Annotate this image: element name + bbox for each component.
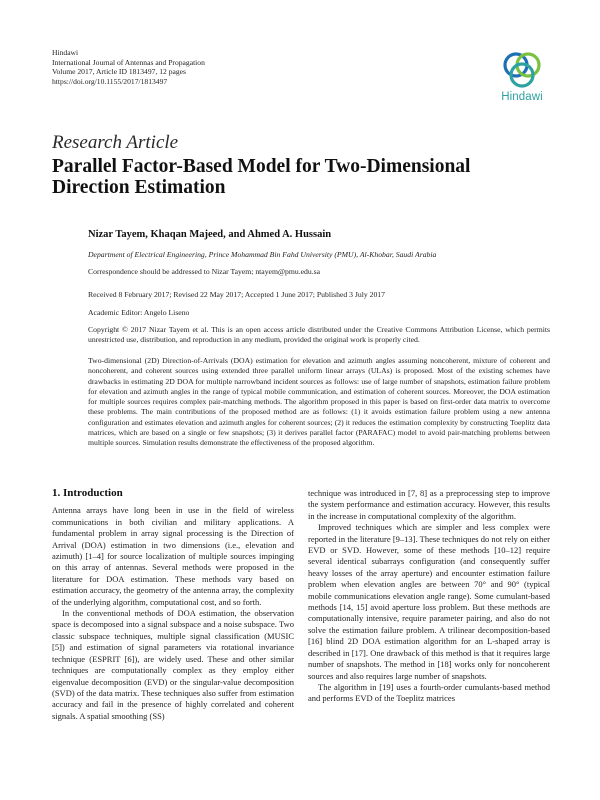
affiliation: Department of Electrical Engineering, Prince Mohammad Bin Fahd University (PMU), Al-Khobar, Saudi Arabia [88, 250, 437, 259]
publication-dates: Received 8 February 2017; Revised 22 May 2017; Accepted 1 June 2017; Published 3 July 2017 [88, 290, 385, 299]
journal-header [52, 48, 205, 86]
body-column-left [52, 488, 294, 722]
body-paragraph: technique was introduced in [7, 8] as a preprocessing step to improve the system performance and estimation accuracy. However, this results in the increase in computational complexity of the algorithm. [308, 488, 550, 521]
hindawi-logo-icon [497, 50, 547, 90]
abstract: Two-dimensional (2D) Direction-of-Arrivals (DOA) estimation for elevation and azimuth angles assuming noncoherent, mixture of coherent and noncoherent, and coherent sources using extended three parallel uniform linear arrays (ULAs) is proposed. Most of the existing schemes have drawbacks in estimating 2D DOA for multiple narrowband incident sources as follows: use of large number of snapshots, estimation failure problem for elevation and azimuth angles in the range of typical mobile communication, and estimation of coherent sources. Moreover, the DOA estimation for multiple sources requires complex pair-matching methods. The algorithm proposed in this paper is based on first-order data matrix to overcome these problems. The main contributions of the proposed method are as follows: (1) it avoids estimation failure problem using a new antenna configuration and estimates elevation and azimuth angles for coherent sources; (2) it reduces the estimation complexity by constructing Toeplitz data matrices, which are based on a single or few snapshots; (3) it derives parallel factor (PARAFAC) model to avoid pair-matching problems between multiple sources. Simulation results demonstrate the effectiveness of the proposed algorithm. [88, 356, 550, 448]
doi-link[interactable]: https://doi.org/10.1155/2017/1813497 [52, 76, 168, 86]
copyright-notice: Copyright © 2017 Nizar Tayem et al. This is an open access article distributed under the Creative Commons Attribution License, which permits unrestricted use, distribution, and reproduction in any medium, provided the original work is properly cited. [88, 325, 550, 345]
body-paragraph: Antenna arrays have long been in use in the field of wireless communications in both civilian and military applications. A fundamental problem in array signal processing is the Direction of Arrival (DOA) estimation in two dimensions (i.e., elevation and azimuth) [1–4] for source localization of multiple sources impinging on this array of antennas. Several methods were proposed in the literature for DOA estimation. These methods vary based on estimation accuracy, the geometry of the antenna array, the complexity of the underlying algorithm, computational cost, and so forth. [52, 505, 294, 607]
body-paragraph: In the conventional methods of DOA estimation, the observation space is decomposed into a signal subspace and a noise subspace. Two classic subspace techniques, multiple signal classification (MUSIC [5]) and estimation of signal parameters via rotational invariance technique (ESPRIT [6]), are widely used. These and other similar techniques are computationally complex as they employ either eigenvalue decomposition (EVD) or the singular-value decomposition (SVD) of the data matrix. These techniques also suffer from estimation accuracy and fail in the presence of highly correlated and coherent signals. A spatial smoothing (SS) [52, 608, 294, 721]
correspondence: Correspondence should be addressed to Nizar Tayem; ntayem@pmu.edu.sa [88, 267, 321, 276]
publisher-name: Hindawi [52, 48, 79, 57]
author-list: Nizar Tayem, Khaqan Majeed, and Ahmed A. Hussain [88, 229, 332, 240]
article-type: Research Article [52, 132, 179, 153]
volume-info: Volume 2017, Article ID 1813497, 12 pages [52, 67, 186, 77]
academic-editor: Academic Editor: Angelo Liseno [88, 308, 190, 317]
body-paragraph: Improved techniques which are simpler and less complex were reported in the literature [9–13]. These techniques do not rely on either EVD or SVD. However, some of these methods [10–12] require several identical subarrays configuration (and consequently suffer heavy losses of the array aperture) and encounter estimation failure problem when elevation angles are between 70° and 90° (typical mobile communications elevation angle range). Some cumulant-based methods [14, 15] avoid aperture loss problem. But these methods are computationally intensive, require parameter pairing, and also do not solve the estimation failure problem. A trilinear decomposition-based [16] blind 2D DOA estimation algorithm for an L-shaped array is described in [17]. One drawback of this method is that it requires large number of snapshots. The method in [18] works only for noncoherent sources and also requires large number of snapshots. [308, 522, 550, 681]
hindawi-logo [497, 50, 547, 108]
body-paragraph: The algorithm in [19] uses a fourth-order cumulants-based method and performs EVD of the Toeplitz matrices [308, 681, 550, 704]
logo-wordmark: Hindawi [501, 91, 543, 103]
body-column-right [308, 488, 550, 705]
paper-title: Parallel Factor-Based Model for Two-Dimensional Direction Estimation [52, 156, 471, 198]
section-heading: 1. Introduction [52, 487, 123, 499]
journal-name: International Journal of Antennas and Propagation [52, 57, 205, 67]
